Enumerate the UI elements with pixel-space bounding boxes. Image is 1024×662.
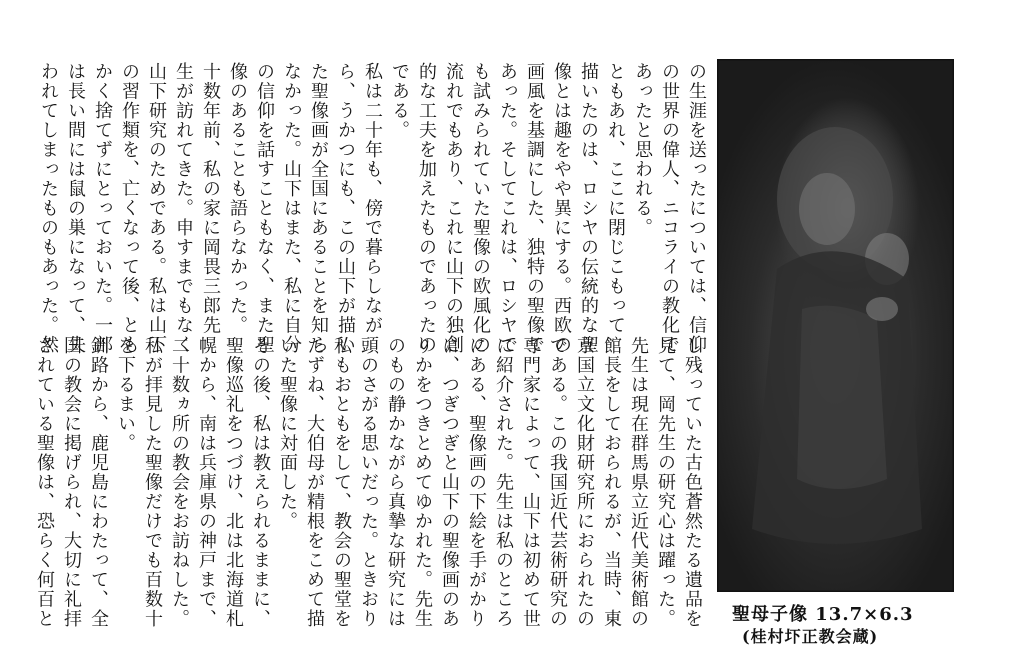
text-column: 釧路から、鹿児島にわたって、全 [88, 336, 109, 629]
text-column: し残っていた古色蒼然たる遺品を [682, 336, 703, 629]
text-column: かく捨てずにとっておいた。一部 [92, 62, 113, 355]
lower-text-block [34, 336, 706, 629]
text-column: 頭のさがる思いだった。ときおり [358, 336, 379, 629]
text-column: 二十数ヵ所の教会をお訪ねした。 [169, 336, 190, 629]
text-column: に、つぎつぎと山下の聖像画のあ [439, 336, 460, 629]
text-column: 的な工夫を加えたものであったの [416, 62, 437, 355]
text-column: 専門家によって、山下は初めて世 [520, 336, 541, 629]
text-column: の習作類を、亡くなって後、とも [119, 62, 140, 355]
text-column: ら、うかつにも、この山下が描い [335, 62, 356, 355]
text-column: いた聖像に対面した。 [277, 336, 298, 531]
text-column: なかった。山下はまた、私に自分 [281, 62, 302, 355]
text-column: である。 [389, 62, 410, 140]
madonna-and-child-photo [717, 59, 954, 592]
text-column: に紹介された。先生は私のところ [493, 336, 514, 629]
text-column: りかをつきとめてゆかれた。先生 [412, 336, 433, 629]
text-column: は長い間には鼠の巣になって、失 [65, 62, 86, 355]
text-column: 国の教会に掲げられ、大切に礼拝 [61, 336, 82, 629]
text-column: の世界の偉人、ニコライの教化で [659, 62, 680, 355]
text-column: 像とは趣をやや異にする。西欧の [551, 62, 572, 355]
text-column: 生が訪れてきた。申すまでもなく [173, 62, 194, 355]
text-column: 聖像巡礼をつづけ、北は北海道札 [223, 336, 244, 629]
text-column: 私が拝見した聖像だけでも百数十 [142, 336, 163, 629]
text-column: 幌から、南は兵庫県の神戸まで、 [196, 336, 217, 629]
upper-text-block [38, 62, 710, 355]
text-column: にある、聖像画の下絵を手がかり [466, 336, 487, 629]
caption-title: 聖母子像 13.7×6.3 [732, 604, 914, 625]
caption-owner: (桂村圷正教会蔵) [742, 627, 879, 646]
text-column: たずね、大伯母が精根をこめて描 [304, 336, 325, 629]
text-column: 京国立文化財研究所におられたの [574, 336, 595, 629]
text-column: を下るまい。 [115, 336, 136, 453]
text-column: あったと思われる。 [632, 62, 653, 238]
text-column: あった。そしてこれは、ロシヤで [497, 62, 518, 355]
text-column: 山下研究のためである。私は山下 [146, 62, 167, 355]
text-column: の信仰を話すこともなく、また聖 [254, 62, 275, 355]
text-column: 像のあることも語らなかった。 [227, 62, 248, 335]
text-column: の生涯を送ったについては、信仰 [686, 62, 707, 355]
text-column: 見て、岡先生の研究心は躍った。 [655, 336, 676, 629]
text-column: 私は二十年も、傍で暮らしなが [362, 62, 383, 335]
madonna-icon [717, 59, 954, 592]
text-column: 画風を基調にした、独特の聖像で [524, 62, 545, 355]
text-column: 流れでもあり、これに山下の独創 [443, 62, 464, 355]
text-column: 十数年前、私の家に岡畏三郎先 [200, 62, 221, 335]
text-column: 館長をしておられるが、当時、東 [601, 336, 622, 629]
text-column: されている聖像は、恐らく何百と [34, 336, 55, 629]
text-column: われてしまったものもあった。然 [38, 62, 59, 355]
text-column: 私もおともをして、教会の聖堂を [331, 336, 352, 629]
text-column: である。この我国近代芸術研究の [547, 336, 568, 629]
text-column: 描いたのは、ロシヤの伝統的な聖 [578, 62, 599, 355]
text-column: も試みられていた聖像の欧風化の [470, 62, 491, 355]
text-column: ともあれ、ここに閉じこもって [605, 62, 626, 335]
text-column: 先生は現在群馬県立近代美術館の [628, 336, 649, 629]
text-column: その後、私は教えられるままに、 [250, 336, 271, 629]
text-column: た聖像画が全国にあることを知ら [308, 62, 329, 355]
text-column: のもの静かながら真摯な研究には [385, 336, 406, 629]
